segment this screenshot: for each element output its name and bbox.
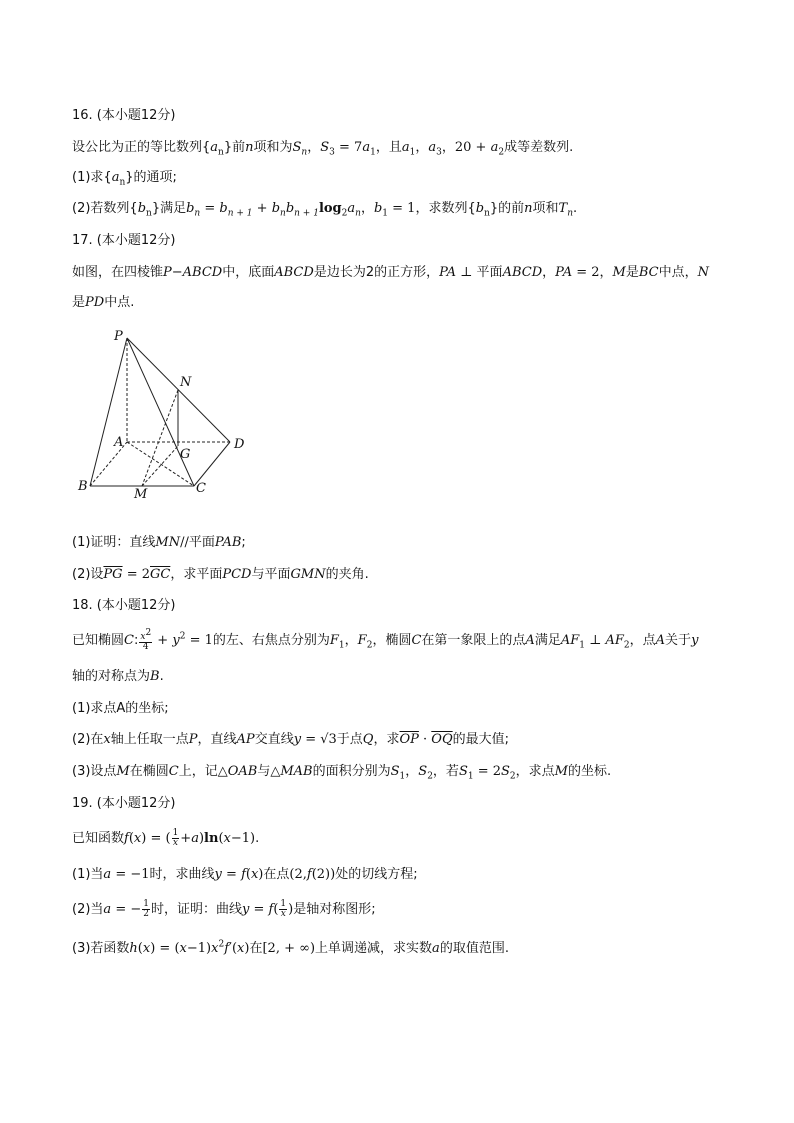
q19-part3: (3)若函数$h(x) = (x-1)x^2f'(x)$在[2, + ∞)上单调递减，求实数a的取值范围. [72, 939, 509, 956]
q19-part1: (1)当a = −1时，求曲线y = f(x)在点(2,f(2))处的切线方程; [72, 867, 418, 882]
label-N: N [180, 375, 192, 390]
label-D: D [234, 437, 245, 452]
q17-header: 17. (本小题12分) [72, 233, 176, 248]
q19-part2: (2)当a = − $\frac{1}{2}$ 时，证明：曲线y = f( $\frac{1}{x}$)是轴对称图形; [72, 899, 376, 919]
q18-stem-cont: 轴的对称点为B. [72, 669, 164, 684]
label-A: A [114, 435, 124, 450]
q18-part2: (2)在x轴上任取一点P，直线AP交直线y = √3于点Q，求$\overline{OP} \cdot \overline{OQ}$的最大值; [72, 732, 510, 747]
q19-header: 19. (本小题12分) [72, 796, 176, 811]
label-C: C [196, 481, 206, 496]
label-P: P [114, 329, 123, 344]
label-B: B [78, 479, 88, 494]
q16-stem: 设公比为正的等比数列$\{a_n\}$前n项和为$S_n$，$S_3 = 7a_1$，且$a_1$，$a_3$，$20 + a_2$成等差数列. [72, 140, 574, 158]
pyramid-figure [72, 322, 262, 502]
label-M: M [134, 487, 148, 502]
q18-header: 18. (本小题12分) [72, 598, 176, 613]
q17-part2: (2)设$\overline{PG} = 2\overline{GC}$，求平面PCD与平面GMN的夹角. [72, 567, 369, 582]
label-G: G [180, 447, 191, 462]
q16-part2: (2)若数列$\{b_n\}$满足$b_n = b_{n + 1} + b_nb_{n + 1}\log_2a_n$，$b_1 = 1$，求数列$\{b_n\}$的前n项和$T_n$. [72, 201, 578, 219]
q16-header: 16. (本小题12分) [72, 108, 176, 123]
q18-part1: (1)求点A的坐标; [72, 701, 169, 716]
q18-stem: 已知椭圆C: $\frac{x^2}{4}$ + $y^2 = 1$的左、右焦点分别为$F_1$，$F_2$，椭圆C在第一象限上的点A满足$AF_1$ ⊥ $AF_2$，点A关于y [72, 628, 699, 652]
q17-part1: (1)证明：直线MN//平面PAB; [72, 535, 246, 550]
q17-stem: 如图，在四棱锥P−ABCD中，底面ABCD是边长为2的正方形，PA ⊥ 平面ABCD，PA = 2，M是BC中点，N [72, 265, 710, 280]
q19-stem: 已知函数f(x) = ( $\frac{1}{x}+a)\ln(x-1)$. [72, 828, 260, 848]
q16-part1: (1)求$\{a_n\}$的通项; [72, 170, 177, 188]
q18-part3: (3)设点M在椭圆C上，记△OAB与△MAB的面积分别为$S_1$，$S_2$，若$S_1 = 2S_2$，求点M的坐标. [72, 764, 612, 782]
q17-stem-cont: 是PD中点. [72, 295, 135, 310]
